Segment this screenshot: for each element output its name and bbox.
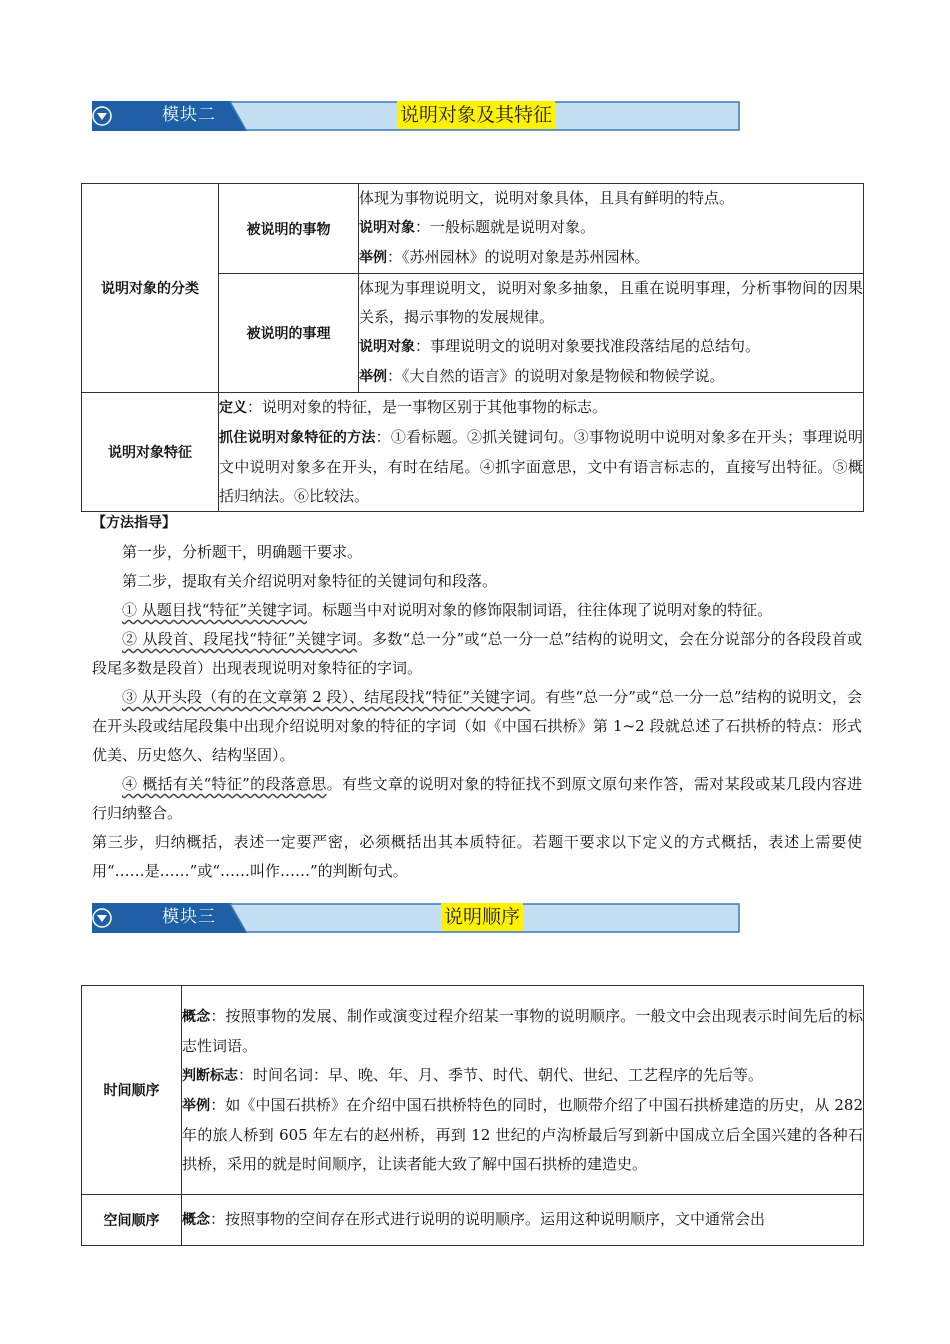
- method-guide: [92, 508, 862, 886]
- module-banner-3: [92, 903, 740, 933]
- paragraph: [92, 625, 862, 683]
- emphasis-text: ③ 从开头段（有的在文章第 2 段）、结尾段找“特征”关键字词: [122, 688, 531, 706]
- paragraph: 第二步，提取有关介绍说明对象特征的关键词句和段落。: [122, 572, 498, 590]
- cell-text: [182, 1205, 863, 1235]
- paragraph: 第三步，归纳概括，表述一定要严密，必须概括出其本质特征。若题干要求以下定义的方式概括，表述上需要使用“……是……”或“……叫作……”的判断句式。: [92, 833, 862, 880]
- down-arrow-circle-icon[interactable]: [92, 908, 112, 928]
- down-arrow-circle-icon[interactable]: [92, 106, 112, 126]
- cell-text: [359, 332, 863, 362]
- row-label: 说明对象特征: [82, 393, 219, 512]
- explanation-order-table: [81, 985, 864, 1246]
- key-term: 抓住说明对象特征的方法: [219, 430, 376, 446]
- key-term: 说明对象: [359, 339, 415, 355]
- cell-text: [219, 423, 863, 511]
- module-tag: 模块二: [162, 105, 216, 125]
- cell-content: [359, 184, 864, 274]
- key-term: 概念: [182, 1212, 210, 1228]
- paragraph-text: 。有些文章的说明对象的特征找不到原文原句来作答，需对某段或某几段内容进行归纳整合。: [92, 775, 862, 822]
- paragraph-text: 。有些“总一分”或“总一分一总”结构的说明文，会在开头段或结尾段集中出现介绍说明对象的特征的字词（如《中国石拱桥》第 1~2 段就总述了石拱桥的特点：形式优美、历史悠久、结构坚固）。: [92, 688, 863, 764]
- heading-text: 【方法指导】: [92, 515, 176, 531]
- module-title: 说明顺序: [441, 903, 523, 931]
- table-row: [82, 393, 864, 512]
- cell-content: [359, 274, 864, 393]
- table-row: [82, 986, 864, 1195]
- cell-text: [182, 1091, 863, 1179]
- cell-text: [359, 213, 863, 243]
- cell-value: ：一般标题就是说明对象。: [415, 218, 596, 236]
- row-label: 时间顺序: [82, 986, 182, 1195]
- paragraph: [92, 683, 862, 770]
- module-banner-2: [92, 101, 740, 131]
- row-label: 说明对象的分类: [82, 184, 219, 393]
- key-term: 举例: [359, 369, 387, 385]
- table-row: [82, 1195, 864, 1246]
- key-term: 定义: [219, 400, 247, 416]
- key-term: 判断标志: [182, 1067, 238, 1084]
- cell-value: ：《苏州园林》的说明对象是苏州园林。: [387, 248, 650, 266]
- cell-value: ：如《中国石拱桥》在介绍中国石拱桥特色的同时，也顺带介绍了中国石拱桥建造的历史，从 282 年的旅人桥到 605 年左右的赵州桥，再到 12 世纪的卢沟桥最后写到新中国成立后全国兴建的各种石拱桥，采用的就是时间顺序，让读者能大致了解中国石拱桥的建造史。: [182, 1095, 864, 1173]
- key-term: 举例: [182, 1097, 211, 1114]
- cell-content: [182, 986, 864, 1195]
- cell-text: [359, 362, 863, 392]
- object-classification-table: [81, 183, 864, 512]
- cell-text: [182, 1002, 863, 1061]
- key-term: 说明对象: [359, 220, 415, 236]
- cell-value: ：按照事物的发展、制作或演变过程介绍某一事物的说明顺序。一般文中会出现表示时间先后的标志性词语。: [182, 1006, 864, 1055]
- paragraph: [92, 770, 862, 828]
- cell-text: 体现为事理说明文，说明对象多抽象，且重在说明事理，分析事物间的因果关系，揭示事物的发展规律。: [359, 279, 863, 326]
- cell-value: ：按照事物的空间存在形式进行说明的说明顺序。运用这种说明顺序，文中通常会出: [210, 1210, 766, 1228]
- key-term: 举例: [359, 250, 387, 266]
- sub-label: 被说明的事理: [219, 274, 359, 393]
- cell-text: [219, 393, 863, 423]
- cell-value: ：①看标题。②抓关键词句。③事物说明中说明对象多在开头；事理说明文中说明对象多在开头，有时在结尾。④抓字面意思，文中有语言标志的，直接写出特征。⑤概括归纳法。⑥比较法。: [219, 428, 863, 505]
- emphasis-text: ① 从题目找“特征”关键字词: [122, 601, 308, 619]
- cell-value: ：时间名词：早、晚、年、月、季节、时代、朝代、世纪、工艺程序的先后等。: [238, 1065, 764, 1084]
- cell-text: [359, 243, 863, 273]
- cell-value: ：说明对象的特征，是一事物区别于其他事物的标志。: [247, 398, 608, 416]
- sub-label: 被说明的事物: [219, 184, 359, 274]
- paragraph: 第一步，分析题干，明确题干要求。: [122, 543, 363, 561]
- cell-value: ：《大自然的语言》的说明对象是物候和物候学说。: [387, 367, 725, 385]
- paragraph-text: 。多数“总一分”或“总一分一总”结构的说明文，会在分说部分的各段段首或段尾多数是段首）出现表现说明对象特征的字词。: [92, 630, 862, 677]
- cell-text: 体现为事物说明文，说明对象具体，且具有鲜明的特点。: [359, 189, 735, 207]
- cell-content: [182, 1195, 864, 1246]
- table-row: [82, 184, 864, 274]
- paragraph: [92, 596, 862, 625]
- cell-text: [182, 1061, 863, 1091]
- emphasis-text: ② 从段首、段尾找“特征”关键字词: [122, 630, 357, 648]
- row-label: 空间顺序: [82, 1195, 182, 1246]
- module-tag: 模块三: [162, 907, 216, 927]
- key-term: 概念: [182, 1008, 211, 1025]
- module-title: 说明对象及其特征: [397, 101, 555, 129]
- emphasis-text: ④ 概括有关“特征”的段落意思: [122, 775, 327, 793]
- paragraph-text: 。标题当中对说明对象的修饰限制词语，往往体现了说明对象的特征。: [307, 601, 773, 619]
- cell-value: ：事理说明文的说明对象要找准段落结尾的总结句。: [415, 337, 761, 355]
- cell-content: [219, 393, 864, 512]
- section-heading: [92, 508, 862, 538]
